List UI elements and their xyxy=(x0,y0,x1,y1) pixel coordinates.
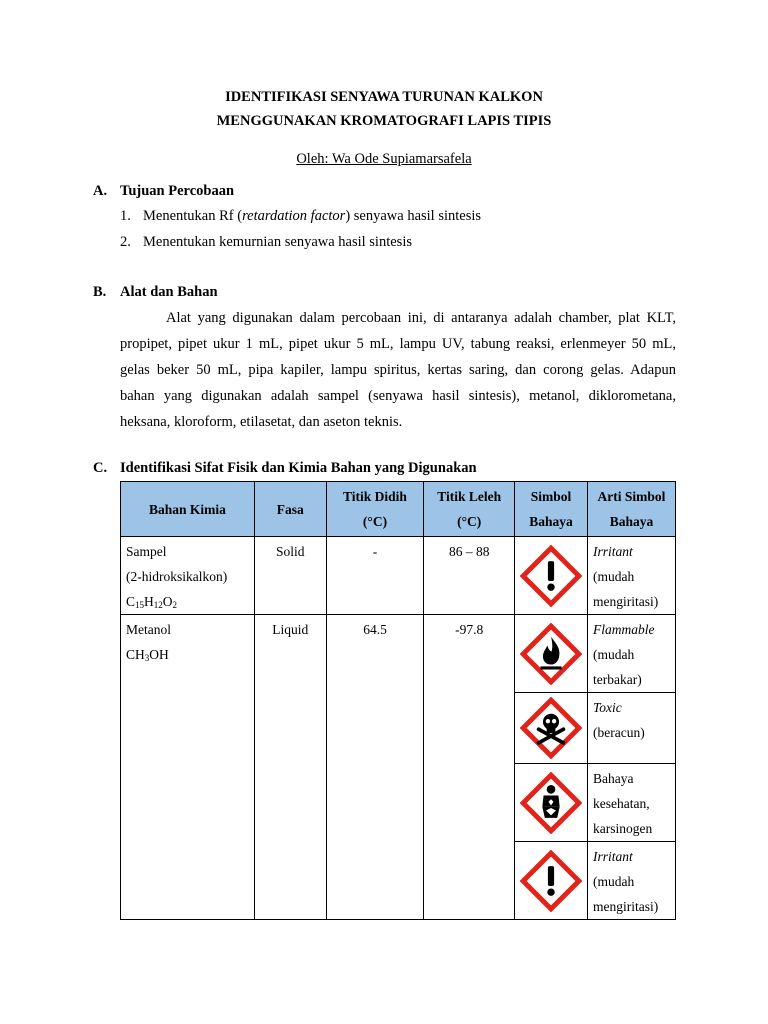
health-hazard-icon xyxy=(520,772,582,834)
meaning-indonesian: (beracun) xyxy=(593,725,645,740)
cell-arti xyxy=(588,693,676,764)
meaning-indonesian: kesehatan, xyxy=(593,796,650,811)
header-text: Bahaya xyxy=(529,514,573,529)
meaning-english: Toxic xyxy=(593,700,622,715)
header-titik-didih xyxy=(326,482,424,537)
section-a-heading xyxy=(93,183,234,200)
header-bahan-kimia: Bahan Kimia xyxy=(121,482,255,537)
header-text: Simbol xyxy=(530,489,572,504)
header-unit: (°C) xyxy=(362,514,388,529)
meaning-indonesian: (mudah xyxy=(593,874,635,889)
paragraph-line: heksana, kloroform, etilasetat, dan aseton teknis. xyxy=(120,414,403,430)
header-text: Titik Leleh xyxy=(437,489,502,504)
section-b-title: Alat dan Bahan xyxy=(120,284,218,300)
author-name: Oleh: Wa Ode Supiamarsafela xyxy=(296,151,472,167)
list-text: ) senyawa hasil sintesis xyxy=(345,208,482,224)
list-item xyxy=(120,208,481,225)
cell-simbol xyxy=(515,537,588,615)
flame-icon xyxy=(520,623,582,685)
cell-fasa: Liquid xyxy=(254,615,326,920)
cell-arti xyxy=(588,764,676,842)
cell-titik-didih: 64.5 xyxy=(326,615,424,920)
cell-arti xyxy=(588,615,676,693)
list-item xyxy=(120,234,412,251)
header-fasa: Fasa xyxy=(254,482,326,537)
meaning-indonesian: terbakar) xyxy=(593,672,642,687)
section-b-paragraph xyxy=(120,305,676,435)
list-number: 1. xyxy=(120,208,131,224)
meaning-indonesian: (mudah xyxy=(593,569,635,584)
list-text: Menentukan Rf ( xyxy=(143,208,243,224)
document-title-line-1: IDENTIFIKASI SENYAWA TURUNAN KALKON xyxy=(225,89,543,105)
cell-titik-leleh: 86 – 88 xyxy=(424,537,515,615)
cell-simbol xyxy=(515,764,588,842)
meaning-indonesian: Bahaya xyxy=(593,771,634,786)
meaning-indonesian: karsinogen xyxy=(593,821,653,836)
exclamation-mark-icon xyxy=(520,545,582,607)
document-title-line-2: MENGGUNAKAN KROMATOGRAFI LAPIS TIPIS xyxy=(216,113,552,129)
header-text: Bahaya xyxy=(609,514,654,529)
header-unit: (°C) xyxy=(457,514,482,529)
paragraph-line: bahan yang digunakan adalah sampel (senyawa hasil sintesis), metanol, diklorometana, xyxy=(120,388,676,404)
cell-titik-didih: - xyxy=(326,537,424,615)
section-c-title: Identifikasi Sifat Fisik dan Kimia Bahan yang Digunakan xyxy=(120,460,477,476)
section-c-heading xyxy=(93,460,477,477)
cell-fasa: Solid xyxy=(254,537,326,615)
chemical-properties-table xyxy=(120,481,676,920)
chemical-formula: $C_{15}H_{12}O_2$ xyxy=(126,594,178,610)
section-b-letter: B. xyxy=(93,284,107,300)
cell-arti xyxy=(588,537,676,615)
skull-crossbones-icon xyxy=(520,697,582,759)
cell-simbol xyxy=(515,842,588,920)
meaning-english: Irritant xyxy=(593,544,633,559)
table-header-row xyxy=(121,482,676,537)
paragraph-line: propipet, pipet ukur 1 mL, pipet ukur 5 mL, lampu UV, tabung reaksi, erlenmeyer 50 mL, xyxy=(120,336,676,352)
header-titik-leleh xyxy=(424,482,515,537)
header-text: Titik Didih xyxy=(343,489,407,504)
header-simbol-bahaya xyxy=(515,482,588,537)
list-text: Menentukan kemurnian senyawa hasil sintesis xyxy=(143,234,412,250)
section-a-title: Tujuan Percobaan xyxy=(120,183,235,199)
section-b-heading xyxy=(93,284,218,301)
paragraph-line: gelas beker 50 mL, pipa kapiler, lampu spiritus, kertas saring, dan corong gelas. Adapun xyxy=(120,362,676,378)
meaning-indonesian: (mudah xyxy=(593,647,635,662)
exclamation-mark-icon xyxy=(520,850,582,912)
section-a-letter: A. xyxy=(93,183,108,199)
cell-arti xyxy=(588,842,676,920)
section-c-letter: C. xyxy=(93,460,108,476)
chemical-formula: $CH_3OH$ xyxy=(126,647,169,663)
meaning-indonesian: mengiritasi) xyxy=(593,899,659,914)
list-text-italic: retardation factor xyxy=(242,208,346,224)
meaning-indonesian: mengiritasi) xyxy=(593,594,659,609)
header-text: Arti Simbol xyxy=(597,489,666,504)
cell-titik-leleh: -97.8 xyxy=(424,615,515,920)
table-row xyxy=(121,537,676,615)
meaning-english: Flammable xyxy=(593,622,655,637)
list-number: 2. xyxy=(120,234,131,250)
author-line xyxy=(0,151,768,168)
paragraph-line: Alat yang digunakan dalam percobaan ini, di antaranya adalah chamber, plat KLT, xyxy=(166,310,676,326)
meaning-english: Irritant xyxy=(593,849,633,864)
chemical-name: Metanol xyxy=(126,622,171,637)
cell-simbol xyxy=(515,693,588,764)
cell-bahan xyxy=(121,615,255,920)
chemical-name: Sampel xyxy=(126,544,167,559)
cell-bahan xyxy=(121,537,255,615)
chemical-name-detail: (2-hidroksikalkon) xyxy=(126,569,228,584)
header-arti-simbol xyxy=(588,482,676,537)
cell-simbol xyxy=(515,615,588,693)
table-row xyxy=(121,615,676,693)
